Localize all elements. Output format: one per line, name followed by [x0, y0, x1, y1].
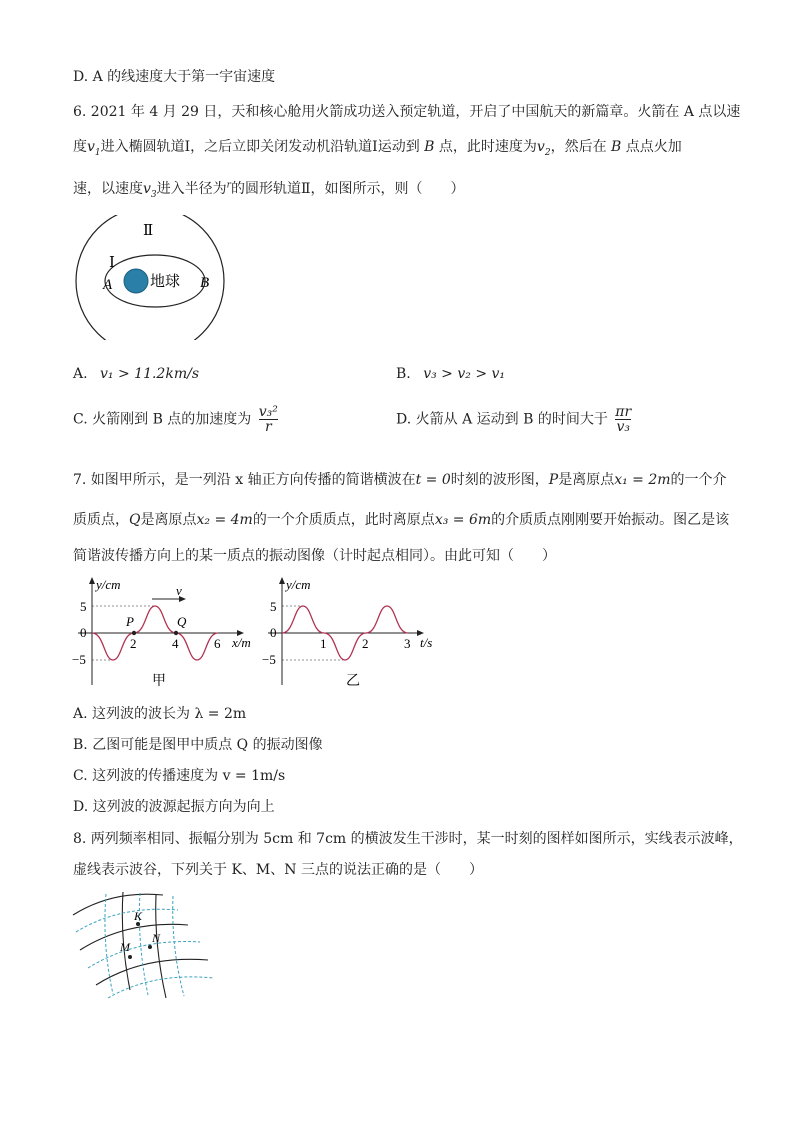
crest-line-1b	[80, 924, 188, 950]
q7-option-a: A. 这列波的波长为 λ = 2m	[73, 706, 247, 722]
q6-option-a	[73, 366, 199, 382]
q7-line2-d: 的一个介质质点，此时离原点	[252, 512, 435, 528]
jia-y-tick-neg5: −5	[72, 652, 86, 667]
q7-line1-f: 的一个介	[670, 472, 727, 488]
orbit-ii-label: Ⅱ	[143, 223, 154, 239]
q6-option-b-prefix: B.	[396, 366, 411, 382]
point-m	[128, 955, 132, 959]
jia-y-label: y/cm	[96, 577, 121, 592]
point-b-symbol-2: B	[606, 139, 626, 155]
q7-line1-e: x₁ = 2m	[614, 472, 671, 488]
q7-line2-a: 质质点，	[73, 512, 129, 528]
interference-figure	[68, 890, 218, 1000]
q8-stem-line2: 虚线表示波谷，下列关于 K、M、N 三点的说法正确的是（ ）	[73, 862, 483, 878]
jia-point-p-label: P	[126, 614, 134, 629]
q6-line2-e: 点点火加	[625, 139, 682, 155]
r-symbol: r	[226, 180, 231, 191]
yi-caption: 乙	[346, 674, 360, 689]
yi-y-label: y/cm	[286, 577, 311, 592]
q6-option-a-prefix: A.	[73, 366, 88, 382]
q6-option-c-fraction	[259, 405, 278, 434]
yi-y-arrow	[279, 577, 285, 584]
vibration-graph-yi	[258, 575, 448, 690]
q7-option-c: C. 这列波的传播速度为 v = 1m/s	[73, 768, 286, 784]
q6-option-b	[396, 366, 505, 382]
trough-line-1a	[76, 909, 178, 932]
q6-line3-a: 速，以速度	[73, 181, 143, 197]
q6-option-b-text: v₃ > v₂ > v₁	[423, 366, 506, 382]
jia-x-tick-2: 2	[130, 636, 137, 651]
q7-line2-c: x₂ = 4m	[196, 512, 253, 528]
point-p-symbol: P	[548, 472, 559, 488]
jia-v-label: v	[176, 583, 182, 598]
q6-option-c-text: C. 火箭刚到 B 点的加速度为	[73, 411, 252, 428]
q7-line2-b: 是离原点	[140, 512, 197, 528]
q7-stem-line2	[73, 509, 729, 529]
wave-graph-jia	[72, 575, 262, 690]
point-a-label: A	[103, 277, 113, 293]
q6-line2-a: 度	[73, 139, 87, 155]
orbit-i-label: Ⅰ	[109, 255, 115, 271]
q7-line1-d: 是离原点	[558, 472, 615, 488]
q6-option-c-numerator: v₃²	[258, 404, 278, 420]
jia-point-q	[174, 631, 178, 635]
q7-line2-e: x₃ = 6m	[434, 512, 492, 528]
jia-y-arrow	[89, 577, 95, 584]
q7-line2-f: 的介质质点刚刚要开始振动。图乙是该	[491, 512, 730, 528]
v2-symbol: $v_2$	[536, 139, 551, 158]
q7-option-d: D. 这列波的波源起振方向为向上	[73, 799, 275, 815]
q6-option-c	[73, 405, 278, 434]
point-b-symbol: B	[419, 139, 439, 155]
q6-option-d-denominator: v₃	[616, 419, 630, 435]
v3-symbol: $v_3$	[143, 181, 157, 200]
q7-line1-a: 7. 如图甲所示，是一列沿 x 轴正方向传播的简谐横波在	[73, 472, 416, 488]
yi-x-label: t/s	[420, 635, 433, 650]
crest-line-1a	[73, 894, 163, 915]
q6-line2-b: 进入椭圆轨道Ⅰ，之后立即关闭发动机沿轨道Ⅰ运动到	[100, 139, 420, 155]
yi-x-tick-1: 1	[320, 636, 327, 651]
trough-line-1c	[108, 977, 213, 998]
q6-option-d-numerator: πr	[615, 404, 632, 420]
q6-stem-line1: 6. 2021 年 4 月 29 日，天和核心舱用火箭成功送入预定轨道，开启了中国航天的新篇章。火箭在 A 点以速	[73, 104, 741, 120]
jia-x-label: x/m	[232, 635, 251, 650]
trough-line-2c	[173, 896, 184, 996]
v1-symbol: $v_1$	[87, 139, 101, 158]
jia-y-tick-0: 0	[80, 625, 87, 640]
q6-line2-d: ，然后在	[550, 139, 607, 155]
jia-caption: 甲	[152, 674, 166, 689]
yi-y-tick-0: 0	[270, 625, 277, 640]
q6-line2-c: 点，此时速度为	[438, 139, 537, 155]
q7-stem-line1	[73, 469, 727, 489]
yi-y-tick-neg5: −5	[262, 652, 276, 667]
point-q-symbol: Q	[129, 512, 141, 528]
yi-x-tick-2: 2	[362, 636, 369, 651]
q6-option-d	[396, 405, 631, 434]
q6-option-a-text: v₁ > 11.2km/s	[100, 366, 199, 382]
q7-line1-c: 时刻的波形图，	[450, 472, 549, 488]
q6-option-d-fraction	[615, 405, 631, 434]
point-n-label: N	[152, 931, 161, 945]
jia-y-tick-5: 5	[80, 599, 87, 614]
jia-x-tick-6: 6	[214, 636, 221, 651]
point-k-label: K	[134, 909, 143, 923]
point-m-label: M	[120, 940, 130, 954]
point-b-label: B	[200, 275, 210, 291]
q5-option-d: D. A 的线速度大于第一宇宙速度	[73, 69, 276, 85]
earth-icon	[124, 269, 148, 293]
q6-stem-line3	[73, 178, 464, 200]
jia-point-p	[132, 631, 136, 635]
q7-line1-b: t = 0	[415, 472, 451, 488]
q6-stem-line2	[73, 136, 682, 158]
q7-stem-line3: 简谐波传播方向上的某一质点的振动图像（计时起点相同）。由此可知（ ）	[73, 548, 556, 564]
jia-point-q-label: Q	[177, 614, 187, 629]
jia-x-tick-4: 4	[172, 636, 179, 651]
q8-stem-line1: 8. 两列频率相同、振幅分别为 5cm 和 7cm 的横波发生干涉时，某一时刻的图样如图所示，实线表示波峰，	[73, 831, 743, 847]
q6-option-d-text: D. 火箭从 A 运动到 B 的时间大于	[396, 411, 608, 428]
orbit-figure	[70, 215, 230, 340]
q7-option-b: B. 乙图可能是图甲中质点 Q 的振动图像	[73, 737, 323, 753]
q6-line3-b: 进入半径为	[156, 181, 227, 197]
earth-label: 地球	[150, 274, 181, 290]
yi-x-tick-3: 3	[404, 636, 411, 651]
q6-option-c-denominator: r	[259, 419, 278, 434]
yi-y-tick-5: 5	[270, 599, 277, 614]
point-n	[148, 945, 152, 949]
q6-line3-c: 的圆形轨道Ⅱ，如图所示，则（ ）	[230, 181, 465, 197]
